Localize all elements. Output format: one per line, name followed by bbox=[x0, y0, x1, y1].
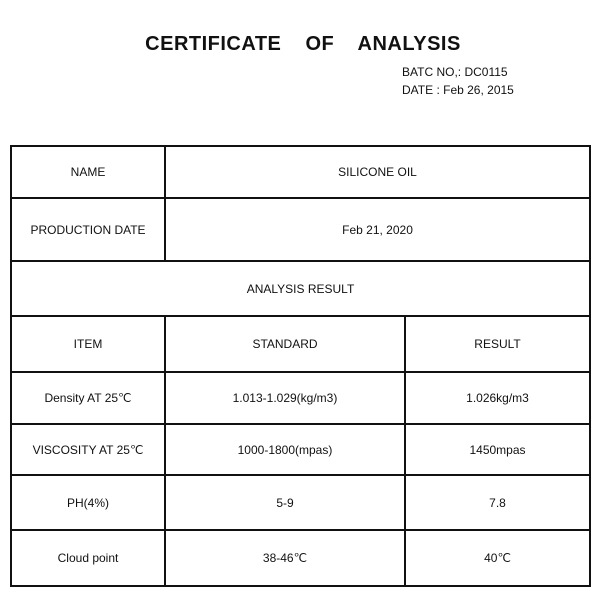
row-item: PH(4%) bbox=[11, 475, 165, 530]
table-row bbox=[11, 530, 590, 586]
batch-number: BATC NO,: DC0115 bbox=[402, 65, 508, 79]
row-standard: 5-9 bbox=[165, 475, 405, 530]
row-standard: 38-46℃ bbox=[165, 530, 405, 586]
row-result: 1450mpas bbox=[405, 424, 590, 475]
table-header-row bbox=[11, 316, 590, 372]
table-row-analysis-result bbox=[11, 261, 590, 316]
analysis-table bbox=[10, 145, 591, 587]
row-standard: 1.013-1.029(kg/m3) bbox=[165, 372, 405, 424]
table-row bbox=[11, 424, 590, 475]
row-item: VISCOSITY AT 25℃ bbox=[11, 424, 165, 475]
analysis-result-heading: ANALYSIS RESULT bbox=[11, 261, 590, 316]
row-standard: 1000-1800(mpas) bbox=[165, 424, 405, 475]
row-result: 7.8 bbox=[405, 475, 590, 530]
row-item: Cloud point bbox=[11, 530, 165, 586]
column-header-standard: STANDARD bbox=[165, 316, 405, 372]
table-row-name bbox=[11, 146, 590, 198]
table-row bbox=[11, 475, 590, 530]
production-date-label: PRODUCTION DATE bbox=[11, 198, 165, 261]
row-item: Density AT 25℃ bbox=[11, 372, 165, 424]
production-date-value: Feb 21, 2020 bbox=[165, 198, 590, 261]
row-result: 1.026kg/m3 bbox=[405, 372, 590, 424]
row-result: 40℃ bbox=[405, 530, 590, 586]
document-date: DATE : Feb 26, 2015 bbox=[402, 83, 514, 97]
name-label: NAME bbox=[11, 146, 165, 198]
column-header-result: RESULT bbox=[405, 316, 590, 372]
column-header-item: ITEM bbox=[11, 316, 165, 372]
document-title: CERTIFICATE OF ANALYSIS bbox=[145, 33, 461, 55]
table-row bbox=[11, 372, 590, 424]
name-value: SILICONE OIL bbox=[165, 146, 590, 198]
table-row-production-date bbox=[11, 198, 590, 261]
